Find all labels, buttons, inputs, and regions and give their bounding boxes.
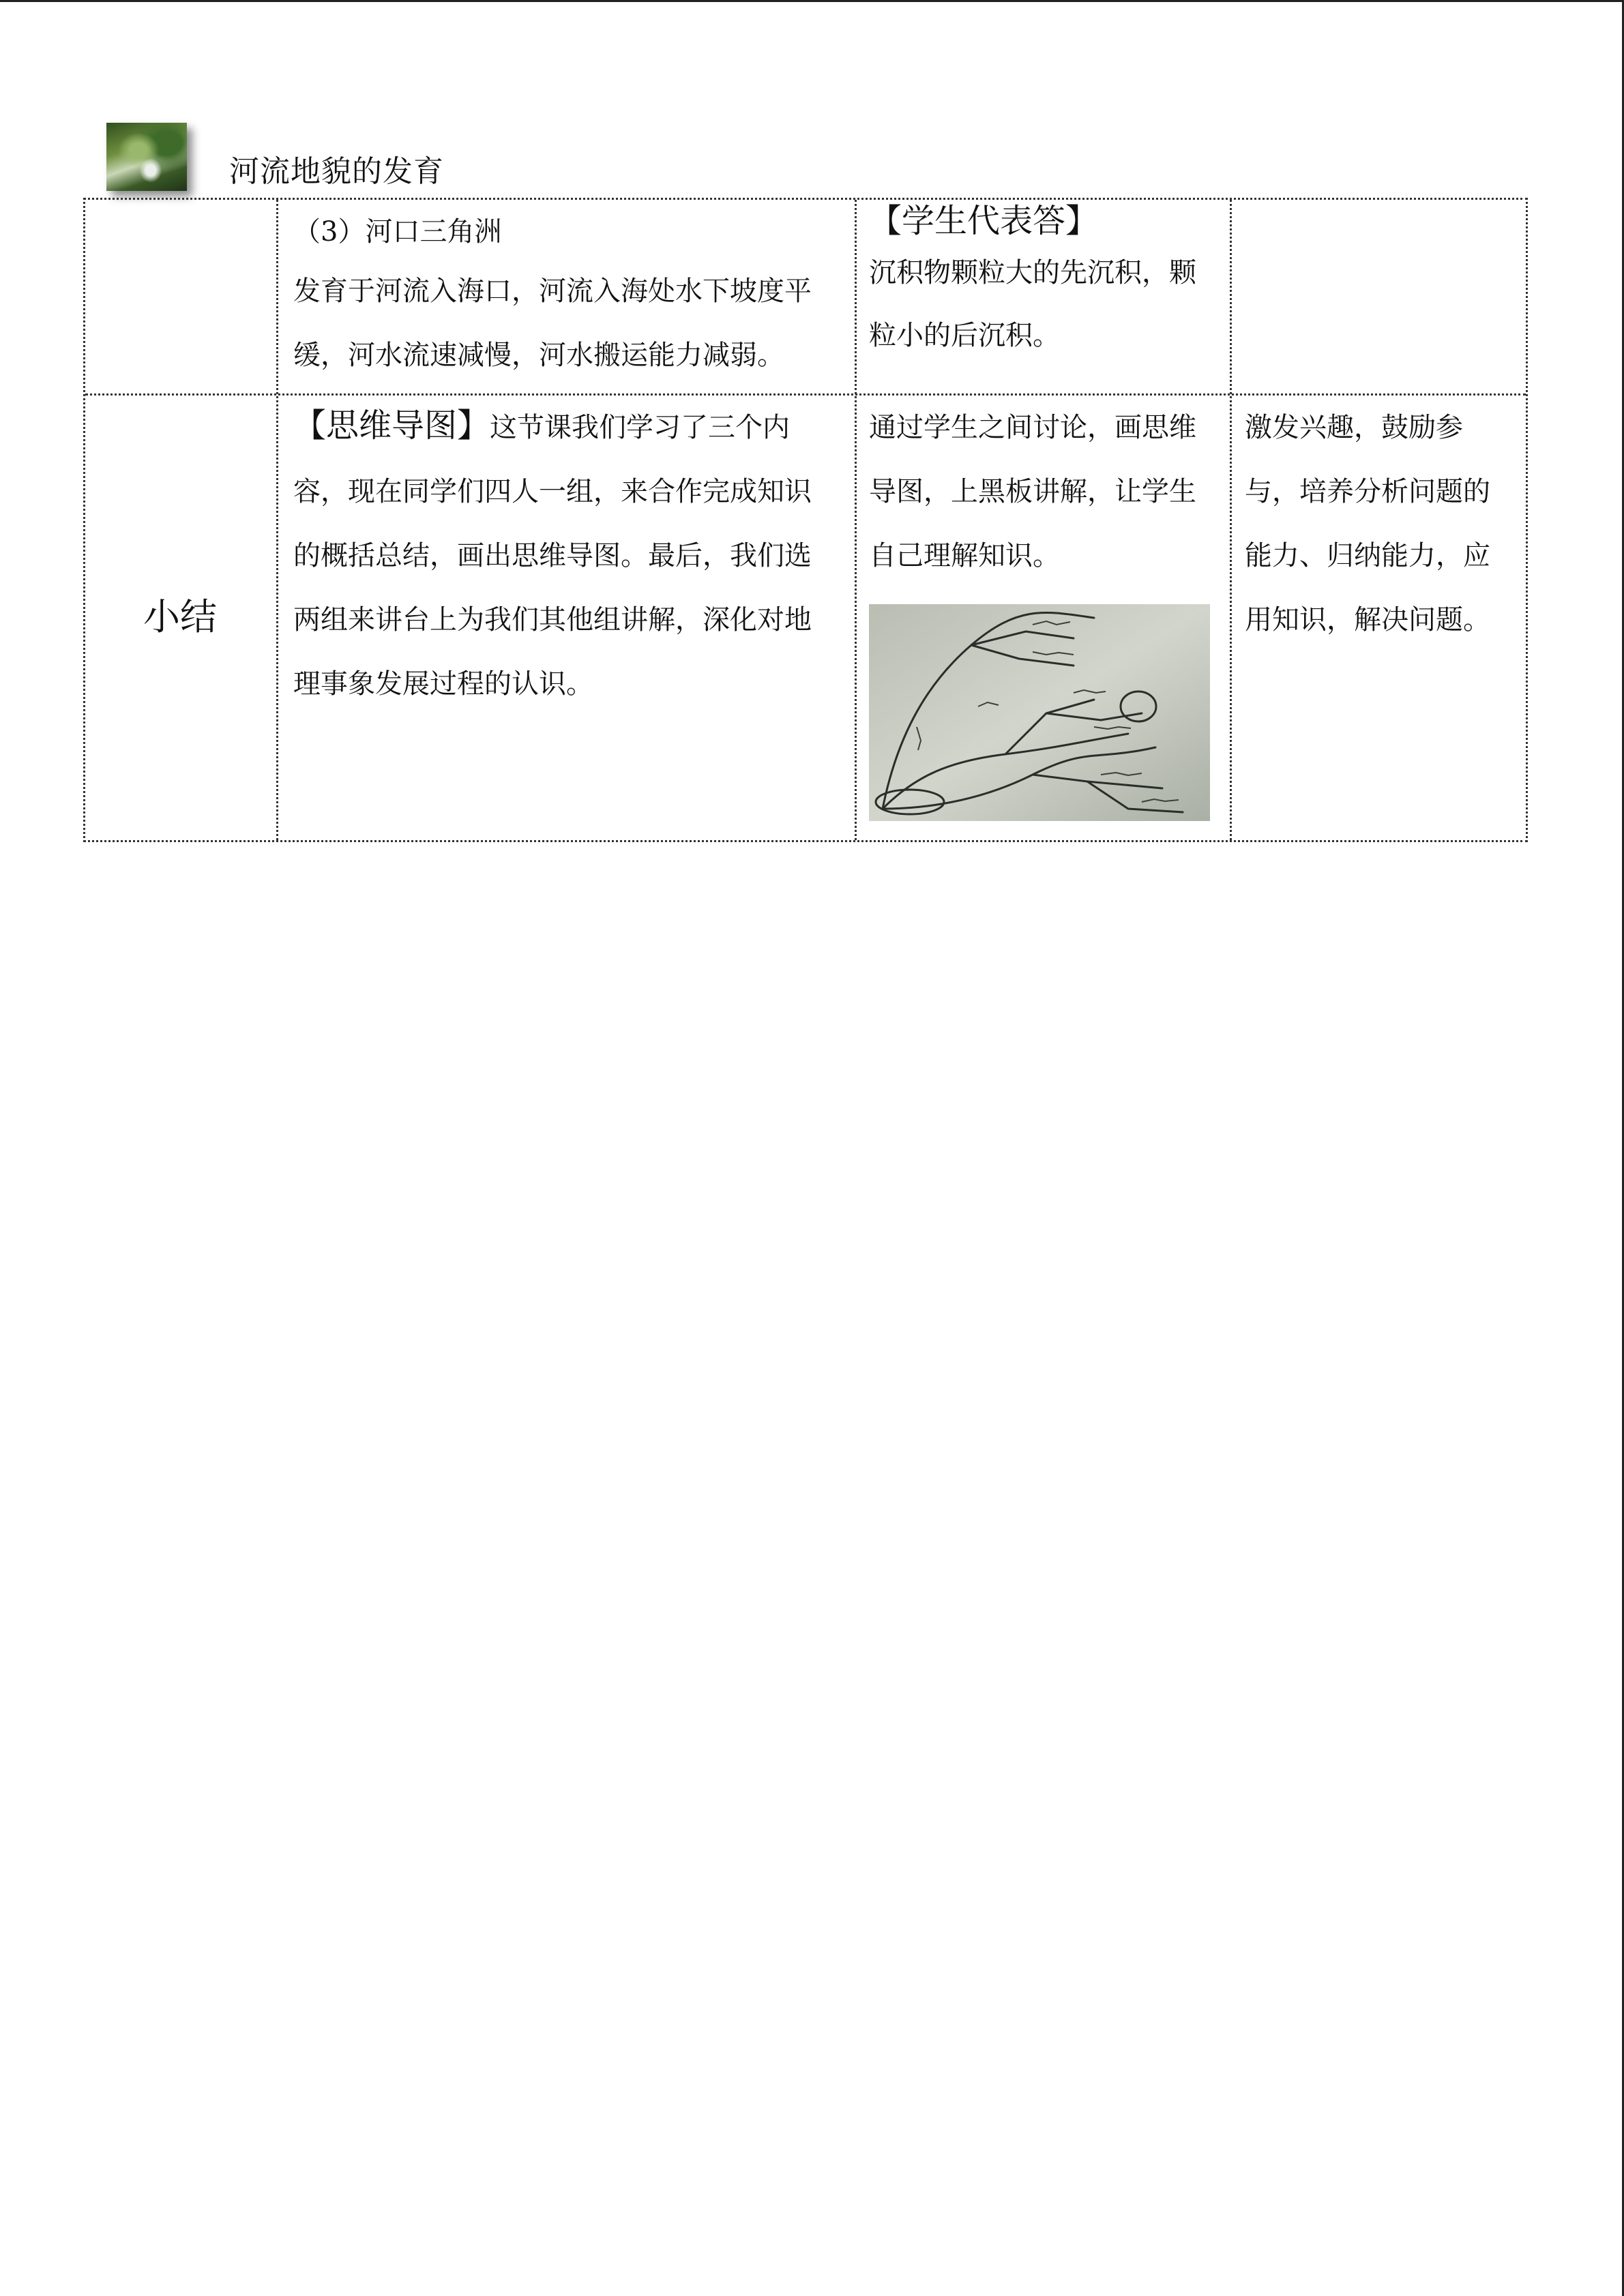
row2-student-line-1: 通过学生之间讨论，画思维: [869, 412, 1196, 443]
row2-purpose-line-3: 能力、归纳能力，应: [1245, 540, 1490, 571]
row1-content-cell: [293, 205, 853, 387]
row1-label-cell: [85, 200, 275, 393]
row1-subtitle: （3）河口三角洲: [293, 216, 502, 248]
column-divider-3: [1230, 200, 1232, 840]
row1-student-line-1: 沉积物颗粒大的先沉积，颗: [869, 257, 1196, 288]
row2-student-line-3: 自己理解知识。: [869, 540, 1060, 571]
row2-content-cell: [293, 396, 853, 716]
row2-label: 小结: [143, 595, 217, 638]
page-title: 河流地貌的发育: [229, 154, 444, 189]
row2-content-line-1: 容，现在同学们四人一组，来合作完成知识: [293, 476, 812, 507]
column-divider-1: [276, 200, 278, 840]
row2-content-heading: 【思维导图】: [293, 406, 490, 445]
row1-content-line-2: 缓，河水流速减慢，河水搬运能力减弱。: [293, 340, 784, 371]
row2-student-line-2: 导图，上黑板讲解，让学生: [869, 476, 1196, 507]
row1-content-line-1: 发育于河流入海口，河流入海处水下坡度平: [293, 275, 812, 307]
row2-purpose-line-1: 激发兴趣，鼓励参: [1245, 412, 1463, 443]
row1-student-heading: 【学生代表答】: [869, 202, 1099, 240]
row2-content-line-2: 的概括总结，画出思维导图。最后，我们选: [293, 540, 812, 571]
row2-content-first-line-rest: 这节课我们学习了三个内: [490, 412, 791, 443]
row2-content-line-3: 两组来讲台上为我们其他组讲解，深化对地: [293, 604, 812, 636]
waterfall-photo-icon: [106, 123, 187, 191]
row2-student-cell: [869, 396, 1224, 588]
row2-purpose-cell: [1245, 396, 1524, 652]
row2-purpose-line-4: 用知识，解决问题。: [1245, 604, 1490, 636]
row2-content-line-4: 理事象发展过程的认识。: [293, 668, 593, 700]
row1-student-line-2: 粒小的后沉积。: [869, 320, 1060, 351]
row2-content-line-0: [293, 396, 853, 460]
mind-map-photo-icon: [869, 604, 1210, 821]
row1-student-cell: [869, 200, 1224, 367]
row2-purpose-line-2: 与，培养分析问题的: [1245, 476, 1490, 507]
page-border-top: [0, 0, 1624, 2]
column-divider-2: [855, 200, 857, 840]
